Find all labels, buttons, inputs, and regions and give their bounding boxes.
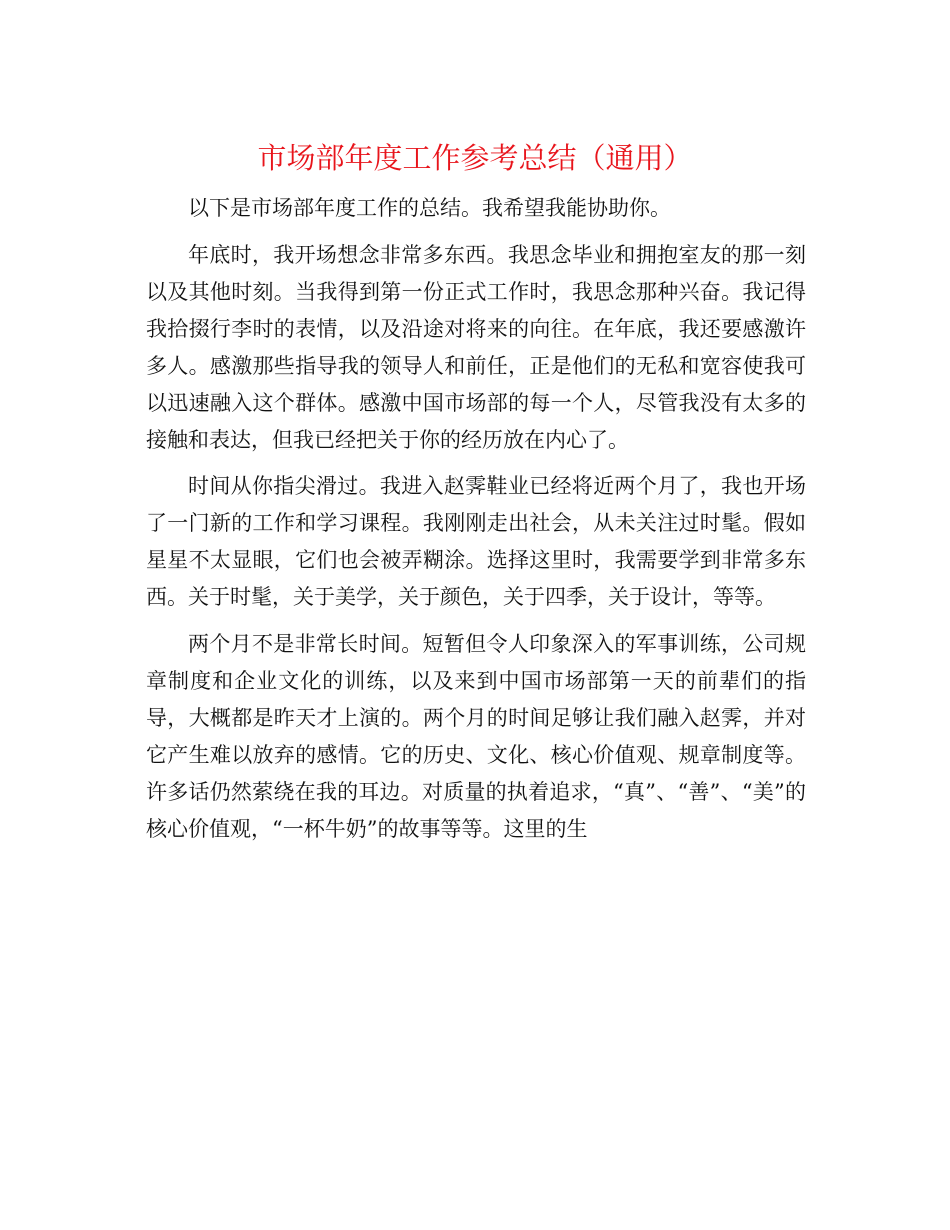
paragraph-year-end: 年底时，我开场想念非常多东西。我思念毕业和拥抱室友的那一刻以及其他时刻。当我得到第一份正式工作时，我思念那种兴奋。我记得我拾掇行李时的表情，以及沿途对将来的向往。在年底，我还要感激许多人。感激那些指导我的领导人和前任，正是他们的无私和宽容使我可以迅速融入这个群体。感激中国市场部的每一个人，尽管我没有太多的接触和表达，但我已经把关于你的经历放在内心了。 bbox=[146, 242, 806, 452]
paragraph-two-months: 两个月不是非常长时间。短暂但令人印象深入的军事训练，公司规章制度和企业文化的训练，以及来到中国市场部第一天的前辈们的指导，大概都是昨天才上演的。两个月的时间足够让我们融入赵霁，并对它产生难以放弃的感情。它的历史、文化、核心价值观、规章制度等。许多话仍然萦绕在我的耳边。对质量的执着追求，“真”、“善”、“美”的核心价值观，“一杯牛奶”的故事等等。这里的生 bbox=[146, 631, 806, 841]
paragraph-intro: 以下是市场部年度工作的总结。我希望我能协助你。 bbox=[188, 196, 671, 220]
document-body bbox=[146, 190, 806, 857]
document-title: 市场部年度工作参考总结（通用） bbox=[257, 141, 693, 175]
paragraph-time: 时间从你指尖滑过。我进入赵霁鞋业已经将近两个月了，我也开场了一门新的工作和学习课程。我刚刚走出社会，从未关注过时髦。假如星星不太显眼，它们也会被弄糊涂。选择这里时，我需要学到非常多东西。关于时髦，关于美学，关于颜色，关于四季，关于设计，等等。 bbox=[146, 474, 806, 609]
